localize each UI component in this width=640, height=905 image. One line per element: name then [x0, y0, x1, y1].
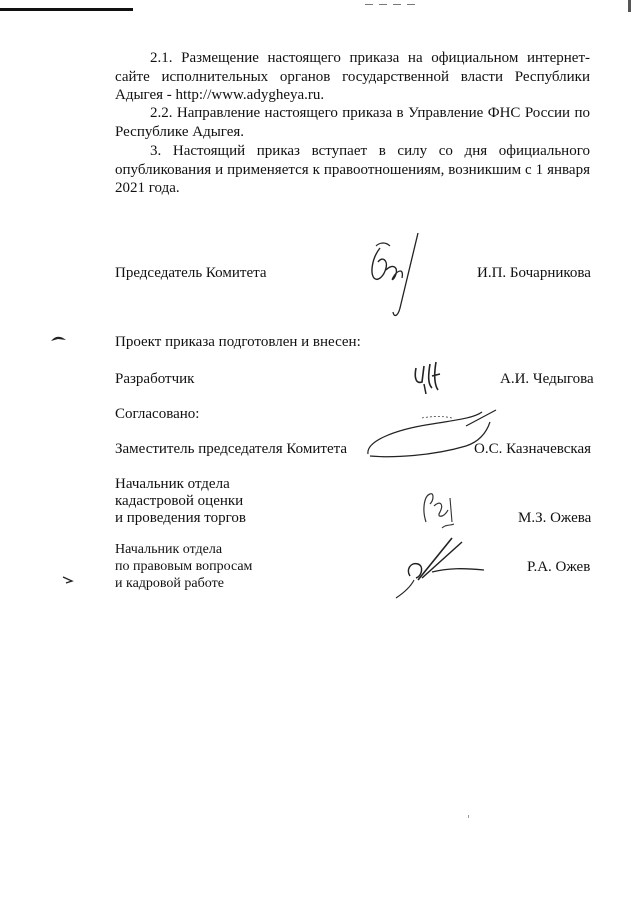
chairman-name: И.П. Бочарникова: [477, 265, 591, 281]
approver-3-signature: [392, 528, 492, 603]
approver-2-name: М.З. Ожева: [518, 510, 592, 526]
developer-signature: [410, 358, 450, 398]
developer-name: А.И. Чедыгова: [500, 371, 594, 387]
prepared-by-heading: Проект приказа подготовлен и внесен:: [115, 334, 361, 350]
approver-2-signature: [412, 488, 462, 533]
approver-3-position-line-3: и кадровой работе: [115, 576, 224, 591]
approver-3-name: Р.А. Ожев: [527, 559, 591, 575]
approver-3-position-line-2: по правовым вопросам: [115, 559, 253, 574]
approver-2-position-line-3: и проведения торгов: [115, 510, 246, 526]
scan-speck: [468, 815, 469, 818]
paragraph-2-2: 2.2. Направление настоящего приказа в Управление ФНС России по Республике Адыгея.: [115, 105, 590, 140]
scan-dash-marks: [365, 4, 420, 5]
chairman-signature: [360, 228, 430, 323]
scan-edge-mark: [0, 8, 133, 11]
margin-mark-1: [50, 334, 68, 344]
approver-1-position: Заместитель председателя Комитета: [115, 441, 347, 457]
paragraph-3: 3. Настоящий приказ вступает в силу со дня официального опубликования и применяется к правоотношениям, возникшим с 1 января 2021 года.: [115, 143, 590, 196]
scan-corner-mark: [628, 0, 631, 12]
paragraph-2-1: 2.1. Размещение настоящего приказа на официальном интернет-сайте исполнительных органов государственной власти Республики Адыгея - http://www.adygheya.ru.: [115, 50, 590, 103]
agreed-heading: Согласовано:: [115, 406, 200, 422]
approver-1-signature: [362, 404, 502, 464]
approver-2-position-line-2: кадастровой оценки: [115, 493, 244, 509]
margin-mark-2: [62, 575, 76, 585]
developer-position: Разработчик: [115, 371, 195, 387]
approver-2-position-line-1: Начальник отдела: [115, 476, 230, 492]
chairman-position: Председатель Комитета: [115, 265, 267, 281]
approver-1-name: О.С. Казначевская: [474, 441, 592, 457]
approver-3-position-line-1: Начальник отдела: [115, 542, 223, 557]
